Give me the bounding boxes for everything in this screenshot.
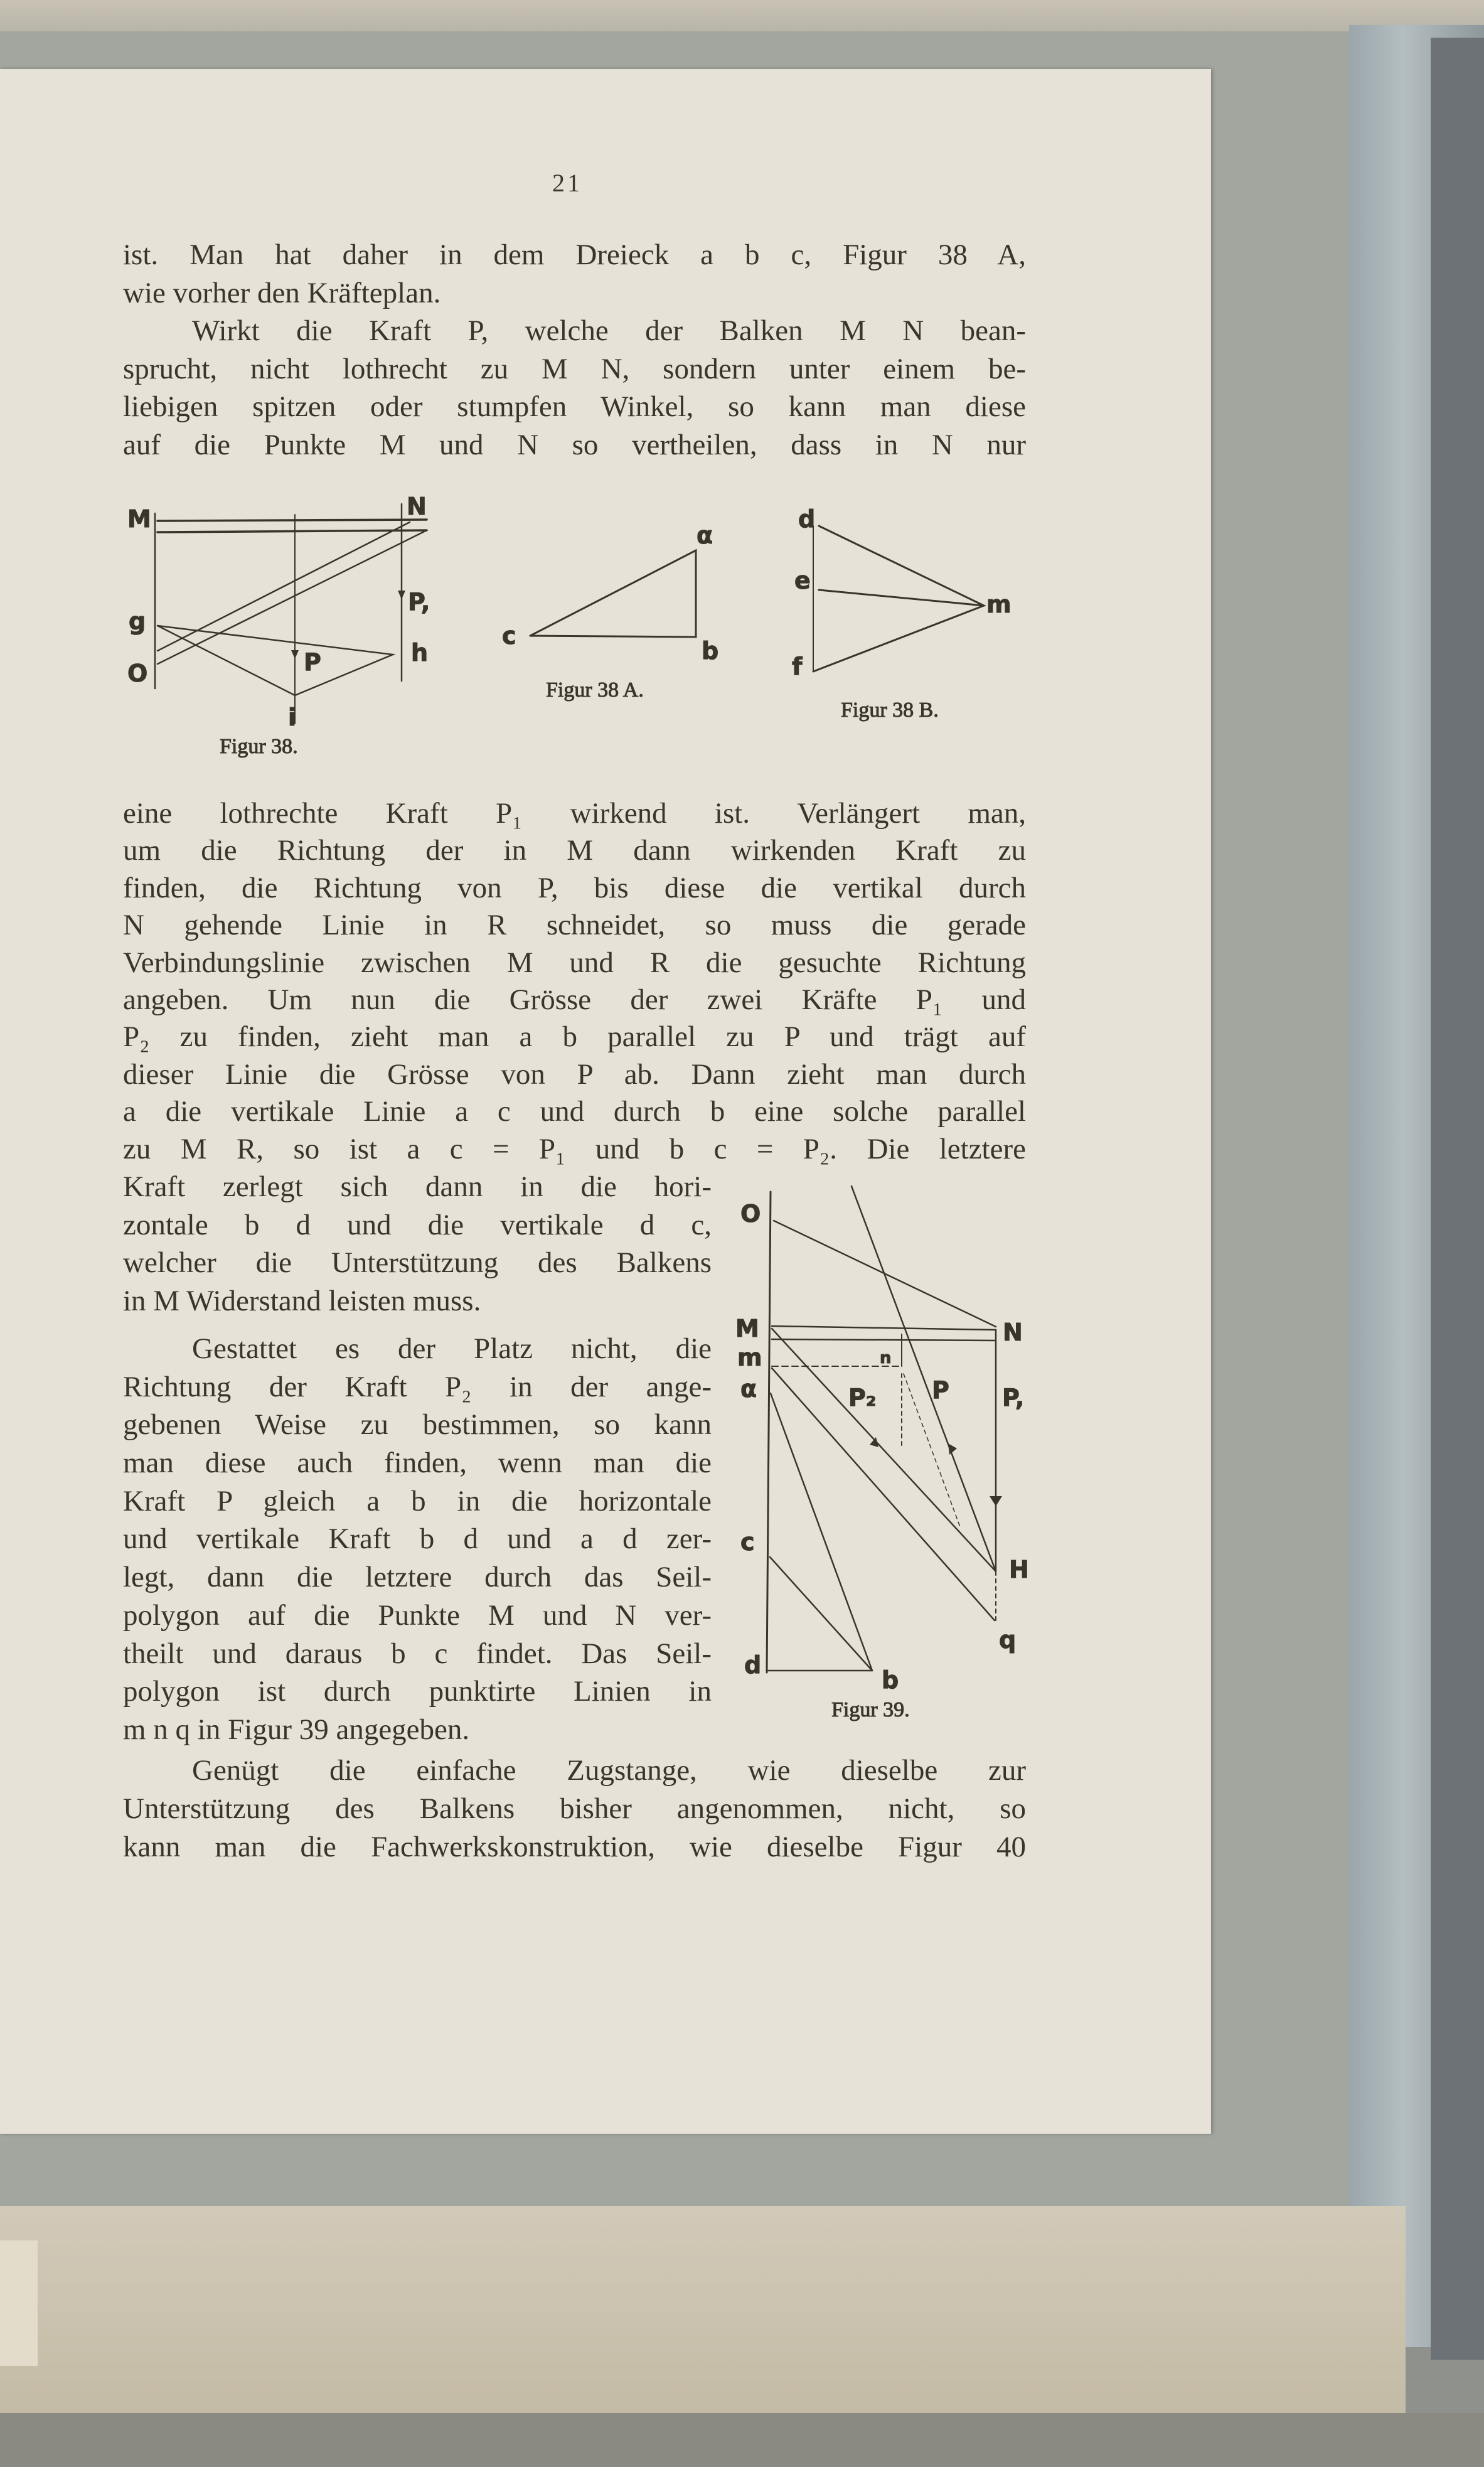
- text-line: angeben. Um nun die Grösse der zwei Kräfte P₁ und: [123, 983, 1026, 1016]
- text-line: um die Richtung der in M dann wirkenden Kraft zu: [123, 834, 1026, 867]
- fig38-label-i: i: [288, 704, 297, 731]
- text-line: finden, die Richtung von P, bis diese die vertikal durch: [123, 871, 1026, 904]
- text-line: polygon ist durch punktirte Linien in: [123, 1675, 712, 1708]
- page-number: 21: [552, 169, 582, 197]
- fig38b-label-f: f: [792, 653, 803, 680]
- fig39-label-q: q: [999, 1626, 1017, 1654]
- fig38b-label-d: d: [798, 505, 816, 533]
- fig38-label-M: M: [127, 505, 151, 533]
- text-line: P₂ zu finden, zieht man a b parallel zu P und trägt auf: [123, 1020, 1026, 1054]
- text-line: sprucht, nicht lothrecht zu M N, sondern unter einem be-: [123, 352, 1026, 385]
- fig39-label-P: P: [932, 1376, 949, 1404]
- text-line: welcher die Unterstützung des Balkens: [123, 1246, 712, 1279]
- text-line: a die vertikale Linie a c und durch b eine solche parallel: [123, 1095, 1026, 1128]
- text-line: zontale b d und die vertikale d c,: [123, 1208, 712, 1241]
- text-line: und vertikale Kraft b d und a d zer-: [123, 1522, 712, 1556]
- text-line: polygon auf die Punkte M und N ver-: [123, 1598, 712, 1632]
- fig39-label-M: M: [735, 1315, 759, 1342]
- text-line: Gestattet es der Platz nicht, die: [192, 1332, 712, 1365]
- text-line: in M Widerstand leisten muss.: [123, 1284, 481, 1317]
- fig38b-caption: Figur 38 B.: [841, 698, 939, 722]
- fig38a-label-b: b: [702, 637, 719, 665]
- text-line: m n q in Figur 39 angegeben.: [123, 1713, 470, 1746]
- fig38a-label-a: α: [697, 522, 713, 549]
- figure-39: [735, 1186, 1029, 1721]
- text-line: zu M R, so ist a c = P₁ und b c = P₂. Die letztere: [123, 1132, 1026, 1165]
- fig38-label-P: P: [304, 648, 321, 676]
- fig38-label-P1: P,: [408, 588, 430, 616]
- fig38-label-O: O: [127, 660, 148, 687]
- text-line: Verbindungslinie zwischen M und R die gesuchte Richtung: [123, 946, 1026, 979]
- fig39-label-O: O: [740, 1200, 761, 1228]
- text-line: kann man die Fachwerkskonstruktion, wie dieselbe Figur 40: [123, 1831, 1026, 1863]
- text-line: ist. Man hat daher in dem Dreieck a b c, Figur 38 A,: [123, 238, 1026, 271]
- fig39-label-H: H: [1009, 1556, 1029, 1583]
- fig39-label-n: n: [880, 1349, 892, 1367]
- text-line: liebigen spitzen oder stumpfen Winkel, so kann man diese: [123, 390, 1026, 423]
- fig38a-caption: Figur 38 A.: [546, 678, 644, 702]
- fig39-caption: Figur 39.: [831, 1698, 910, 1721]
- text-line: Wirkt die Kraft P, welche der Balken M N bean-: [192, 314, 1026, 347]
- fig39-label-d: d: [744, 1651, 762, 1679]
- fig39-label-P1: P,: [1002, 1384, 1025, 1411]
- fig39-label-P2: P₂: [848, 1384, 877, 1411]
- text-line: Kraft zerlegt sich dann in die hori-: [123, 1170, 712, 1203]
- figure-38a: [502, 522, 718, 702]
- text-line: auf die Punkte M und N so vertheilen, dass in N nur: [123, 428, 1026, 461]
- text-line: Genügt die einfache Zugstange, wie dieselbe zur: [192, 1754, 1026, 1787]
- fig38-label-h: h: [411, 639, 429, 666]
- text-line: Kraft P gleich a b in die horizontale: [123, 1484, 712, 1517]
- figure-38: [127, 493, 430, 758]
- fig38b-label-e: e: [794, 567, 811, 594]
- fig39-label-c: c: [740, 1528, 755, 1556]
- text-line: dieser Linie die Grösse von P ab. Dann zieht man durch: [123, 1057, 1026, 1091]
- text-line: theilt und daraus b c findet. Das Seil-: [123, 1637, 712, 1670]
- text-line: eine lothrechte Kraft P₁ wirkend ist. Verlängert man,: [123, 797, 1026, 830]
- figure-38b: [792, 505, 1012, 722]
- fig39-label-a: α: [740, 1375, 757, 1403]
- fig39-label-m: m: [737, 1344, 762, 1371]
- text-line: Richtung der Kraft P₂ in der ange-: [123, 1370, 712, 1403]
- text-line: gebenen Weise zu bestimmen, so kann: [123, 1408, 712, 1442]
- text-line: Unterstützung des Balkens bisher angenommen, nicht, so: [123, 1792, 1026, 1825]
- fig39-label-b: b: [882, 1666, 899, 1694]
- text-line: N gehende Linie in R schneidet, so muss die gerade: [123, 909, 1026, 942]
- fig38-label-g: g: [129, 607, 146, 635]
- fig38-label-N: N: [407, 493, 427, 520]
- text-line: legt, dann die letztere durch das Seil-: [123, 1561, 712, 1594]
- text-line: wie vorher den Kräfteplan.: [123, 276, 441, 309]
- fig38-caption: Figur 38.: [220, 735, 298, 758]
- fig38a-label-c: c: [502, 622, 516, 650]
- text-line: man diese auch finden, wenn man die: [123, 1447, 712, 1480]
- fig38b-label-m: m: [986, 591, 1012, 618]
- fig39-label-N: N: [1003, 1319, 1023, 1346]
